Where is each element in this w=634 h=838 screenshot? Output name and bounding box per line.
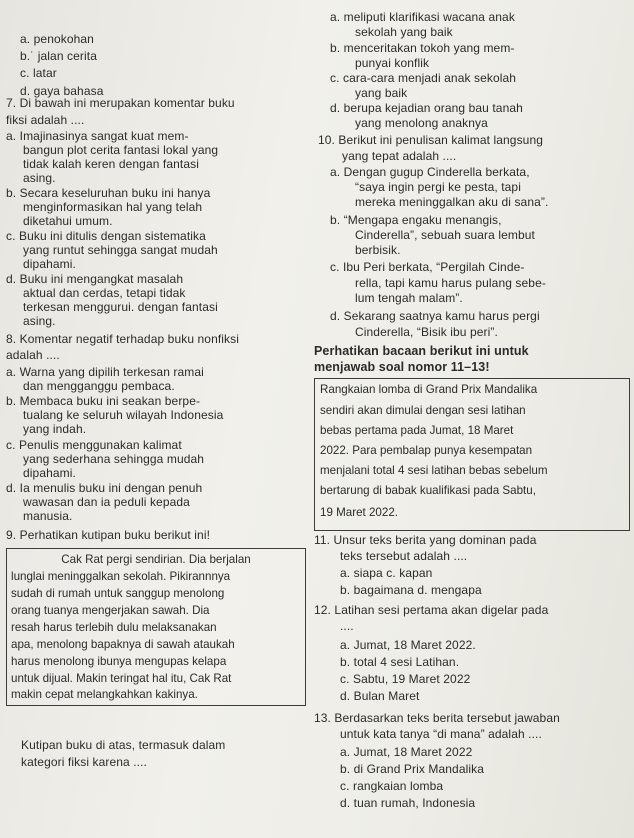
- news-reading-box: [314, 378, 630, 531]
- question-10: 10. Berikut ini penulisan kalimat langsung: [318, 133, 543, 147]
- question-9: 9. Perhatikan kutipan buku berikut ini!: [6, 528, 211, 542]
- option-6d-right: d. berupa kejadian orang bau tanah: [330, 101, 523, 115]
- option-12a: a. Jumat, 18 Maret 2022.: [340, 638, 476, 652]
- question-10-cont: yang tepat adalah ....: [342, 149, 457, 163]
- option-cont: sekolah yang baik: [355, 25, 453, 39]
- quote-line: untuk dijual. Makin teringat hal itu, Cak Rat: [11, 672, 232, 685]
- option-6a-right: a. meliputi klarifikasi wacana anak: [330, 10, 515, 24]
- option-10c-cont: lum tengah malam”.: [355, 291, 463, 305]
- reading-line: bertarung di babak kualifikasi pada Sabtu,: [320, 484, 536, 497]
- option-7d-cont: aktual dan cerdas, tetapi tidak: [23, 286, 186, 300]
- option-6b: b.˙ jalan cerita: [20, 49, 97, 63]
- option-10b-cont: berbisik.: [355, 243, 401, 257]
- option-10b-cont: Cinderella”, sebuah suara lembut: [355, 228, 535, 242]
- option-7b-cont: diketahui umum.: [23, 214, 113, 228]
- quote-line: orang tuanya mengerjakan sawah. Dia: [11, 604, 210, 617]
- option-7d: d. Buku ini mengangkat masalah: [6, 272, 184, 286]
- question-11-cont: teks tersebut adalah ....: [340, 549, 468, 563]
- quote-line: lunglai meninggalkan sekolah. Pikirannnya: [11, 570, 231, 583]
- reading-heading: Perhatikan bacaan berikut ini untuk: [314, 344, 529, 358]
- option-8d: d. Ia menulis buku ini dengan penuh: [6, 481, 203, 495]
- option-12b: b. total 4 sesi Latihan.: [340, 655, 460, 669]
- quote-line: apa, menolong bapaknya di sawah ataukah: [11, 638, 235, 651]
- option-10d: d. Sekarang saatnya kamu harus pergi: [330, 309, 540, 323]
- option-7b: b. Secara keseluruhan buku ini hanya: [6, 186, 211, 200]
- option-13a: a. Jumat, 18 Maret 2022: [340, 745, 473, 759]
- option-13c: c. rangkaian lomba: [340, 779, 444, 793]
- question-13: 13. Berdasarkan teks berita tersebut jawaban: [314, 711, 560, 725]
- question-7: 7. Di bawah ini merupakan komentar buku: [6, 96, 235, 110]
- option-7a-cont: bangun plot cerita fantasi lokal yang: [23, 143, 219, 157]
- question-13-cont: untuk kata tanya “di mana” adalah ....: [340, 727, 542, 741]
- question-9-cont: kategori fiksi karena ....: [21, 755, 147, 769]
- option-12d: d. Bulan Maret: [340, 689, 420, 703]
- options-11-bd: b. bagaimana d. mengapa: [340, 583, 482, 597]
- quote-line: makin cepat melangkahkan kakinya.: [11, 688, 198, 701]
- option-6c: c. latar: [20, 66, 57, 80]
- option-7a: a. Imajinasinya sangat kuat mem-: [6, 129, 189, 143]
- option-10a-cont: “saya ingin pergi ke pesta, tapi: [355, 180, 521, 194]
- reading-heading: menjawab soal nomor 11–13!: [314, 360, 490, 374]
- option-8b: b. Membaca buku ini seakan berpe-: [6, 394, 201, 408]
- option-8c-cont: yang sederhana sehingga mudah: [23, 452, 205, 466]
- option-13d: d. tuan rumah, Indonesia: [340, 796, 476, 810]
- option-8a: a. Warna yang dipilih terkesan ramai: [6, 365, 204, 379]
- option-7c-cont: yang runtut sehingga sangat mudah: [23, 243, 218, 257]
- quote-line: sudah di rumah untuk sanggup menolong: [11, 587, 225, 600]
- option-7a-cont: tidak kalah keren dengan fantasi: [23, 157, 199, 171]
- option-8d-cont: wawasan dan ia peduli kepada: [23, 495, 190, 509]
- option-8d-cont: manusia.: [23, 509, 73, 523]
- option-6c-right: c. cara-cara menjadi anak sekolah: [330, 71, 517, 85]
- option-13b: b. di Grand Prix Mandalika: [340, 762, 484, 776]
- option-7d-cont: asing.: [23, 314, 56, 328]
- option-12c: c. Sabtu, 19 Maret 2022: [340, 672, 471, 686]
- question-12-cont: ....: [340, 619, 354, 633]
- option-10c-cont: rella, tapi kamu harus pulang sebe-: [355, 276, 546, 290]
- reading-line: sendiri akan dimulai dengan sesi latihan: [320, 404, 526, 417]
- option-6d: d. gaya bahasa: [20, 84, 104, 98]
- option-cont: yang baik: [355, 86, 408, 100]
- quote-box: [6, 548, 306, 706]
- option-10a: a. Dengan gugup Cinderella berkata,: [330, 165, 530, 179]
- quote-line: harus menolong ibunya mengupas kelapa: [11, 655, 227, 668]
- question-9-cont: Kutipan buku di atas, termasuk dalam: [21, 738, 226, 752]
- quote-line: Cak Rat pergi sendirian. Dia berjalan: [61, 553, 251, 566]
- reading-line: bebas pertama pada Jumat, 18 Maret: [320, 424, 514, 437]
- option-6a: a. penokohan: [20, 32, 94, 46]
- option-8c-cont: dipahami.: [23, 466, 76, 480]
- option-6b-right: b. menceritakan tokoh yang mem-: [330, 41, 515, 55]
- option-7c: c. Buku ini ditulis dengan sistematika: [6, 229, 206, 243]
- question-8: 8. Komentar negatif terhadap buku nonfiksi: [6, 332, 240, 346]
- option-7d-cont: terkesan menggurui. dengan fantasi: [23, 300, 218, 314]
- option-7b-cont: menginformasikan hal yang telah: [23, 200, 203, 214]
- option-8b-cont: yang indah.: [23, 422, 87, 436]
- option-10c: c. Ibu Peri berkata, “Pergilah Cinde-: [330, 260, 525, 274]
- question-8-cont: adalah ....: [6, 348, 60, 362]
- question-11: 11. Unsur teks berita yang dominan pada: [314, 533, 537, 547]
- reading-line: Rangkaian lomba di Grand Prix Mandalika: [320, 383, 538, 396]
- option-10d-cont: Cinderella, “Bisik ibu peri”.: [355, 325, 498, 339]
- option-8a-cont: dan mengganggu pembaca.: [23, 379, 175, 393]
- option-7c-cont: dipahami.: [23, 257, 76, 271]
- quote-line: resah harus terlebih dulu melaksanakan: [11, 621, 217, 634]
- reading-line: 2022. Para pembalap punya kesempatan: [320, 444, 533, 457]
- option-cont: yang menolong anaknya: [355, 116, 488, 130]
- reading-line: menjalani total 4 sesi latihan bebas sebelum: [320, 464, 548, 477]
- reading-line: 19 Maret 2022.: [320, 506, 398, 519]
- option-10b: b. “Mengapa engaku menangis,: [330, 213, 502, 227]
- question-7-cont: fiksi adalah ....: [6, 113, 85, 127]
- option-8c: c. Penulis menggunakan kalimat: [6, 438, 182, 452]
- options-11-ac: a. siapa c. kapan: [340, 566, 433, 580]
- question-12: 12. Latihan sesi pertama akan digelar pada: [314, 603, 549, 617]
- option-10a-cont: mereka meninggalkan aku di sana”.: [355, 195, 549, 209]
- option-7a-cont: asing.: [23, 171, 56, 185]
- option-8b-cont: tualang ke seluruh wilayah Indonesia: [23, 408, 224, 422]
- option-cont: punyai konflik: [355, 56, 430, 70]
